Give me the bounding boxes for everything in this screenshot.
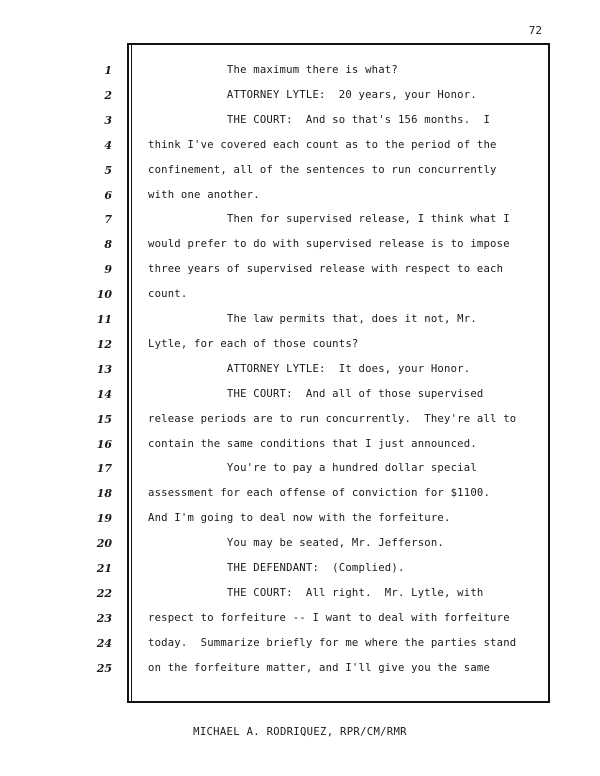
line-text: THE COURT: And so that's 156 months. I <box>148 113 491 126</box>
line-number: 16 <box>96 437 112 451</box>
line-number: 18 <box>96 487 112 501</box>
transcript-line <box>0 62 600 80</box>
line-text: Lytle, for each of those counts? <box>148 337 359 350</box>
line-text: count. <box>148 288 188 301</box>
line-text: THE DEFENDANT: (Complied). <box>148 562 405 574</box>
line-number: 22 <box>96 586 112 600</box>
line-number: 12 <box>96 337 112 351</box>
line-text: ATTORNEY LYTLE: It does, your Honor. <box>148 362 471 375</box>
transcript-line <box>0 585 600 603</box>
line-number: 10 <box>96 288 112 302</box>
line-text: The maximum there is what? <box>148 64 398 76</box>
line-text: THE COURT: And all of those supervised <box>148 387 484 400</box>
line-text: respect to forfeiture -- I want to deal with forfeiture <box>148 611 510 624</box>
line-text: think I've covered each count as to the period of the <box>148 138 497 151</box>
line-number: 13 <box>96 362 112 376</box>
transcript-line <box>0 560 600 578</box>
line-number: 20 <box>96 537 112 551</box>
transcript-line <box>0 436 600 454</box>
line-number: 1 <box>104 64 112 77</box>
line-number: 23 <box>96 611 112 625</box>
line-text: The law permits that, does it not, Mr. <box>148 313 477 325</box>
transcript-line <box>0 286 600 304</box>
transcript-line <box>0 510 600 528</box>
transcript-line <box>0 635 600 653</box>
transcript-line <box>0 610 600 628</box>
line-number: 19 <box>96 512 112 526</box>
line-number: 11 <box>96 313 112 326</box>
transcript-line <box>0 187 600 205</box>
transcript-line <box>0 411 600 429</box>
line-text: ATTORNEY LYTLE: 20 years, your Honor. <box>148 88 477 101</box>
line-text: And I'm going to deal now with the forfeiture. <box>148 512 451 525</box>
line-text: contain the same conditions that I just announced. <box>148 437 477 450</box>
line-number: 4 <box>104 138 112 152</box>
line-number: 25 <box>96 661 112 675</box>
line-text: You're to pay a hundred dollar special <box>148 462 477 475</box>
line-number: 17 <box>96 462 112 476</box>
line-number: 24 <box>96 636 112 650</box>
transcript-line <box>0 162 600 180</box>
transcript-line <box>0 311 600 329</box>
line-number: 21 <box>96 562 112 575</box>
transcript-line <box>0 87 600 105</box>
line-text: confinement, all of the sentences to run concurrently <box>148 163 497 176</box>
line-text: release periods are to run concurrently. They're all to <box>148 412 517 425</box>
line-number: 14 <box>96 387 112 401</box>
line-number: 3 <box>104 113 112 127</box>
line-text: with one another. <box>148 188 260 201</box>
reporter-footer: MICHAEL A. RODRIQUEZ, RPR/CM/RMR <box>193 726 407 738</box>
transcript-line <box>0 112 600 130</box>
transcript-line <box>0 386 600 404</box>
line-text: Then for supervised release, I think what I <box>148 213 510 226</box>
line-text: THE COURT: All right. Mr. Lytle, with <box>148 586 484 599</box>
transcript-line <box>0 460 600 478</box>
line-number: 9 <box>104 263 112 277</box>
line-text: on the forfeiture matter, and I'll give you the same <box>148 661 491 674</box>
line-text: assessment for each offense of conviction for $1100. <box>148 487 491 500</box>
line-number: 2 <box>104 88 112 102</box>
line-number: 15 <box>96 412 112 426</box>
line-number: 7 <box>104 213 112 227</box>
line-text: today. Summarize briefly for me where the parties stand <box>148 636 517 649</box>
transcript-line <box>0 535 600 553</box>
transcript-line <box>0 236 600 254</box>
transcript-line <box>0 361 600 379</box>
line-text: You may be seated, Mr. Jefferson. <box>148 537 445 550</box>
transcript-line <box>0 211 600 229</box>
transcript-line <box>0 137 600 155</box>
line-text: would prefer to do with supervised release is to impose <box>148 238 510 251</box>
line-number: 8 <box>104 238 112 252</box>
transcript-line <box>0 485 600 503</box>
transcript-line <box>0 660 600 678</box>
line-number: 5 <box>104 163 112 177</box>
page-number: 72 <box>528 24 542 37</box>
transcript-line <box>0 261 600 279</box>
line-text: three years of supervised release with respect to each <box>148 263 504 276</box>
transcript-line <box>0 336 600 354</box>
line-number: 6 <box>104 188 112 202</box>
